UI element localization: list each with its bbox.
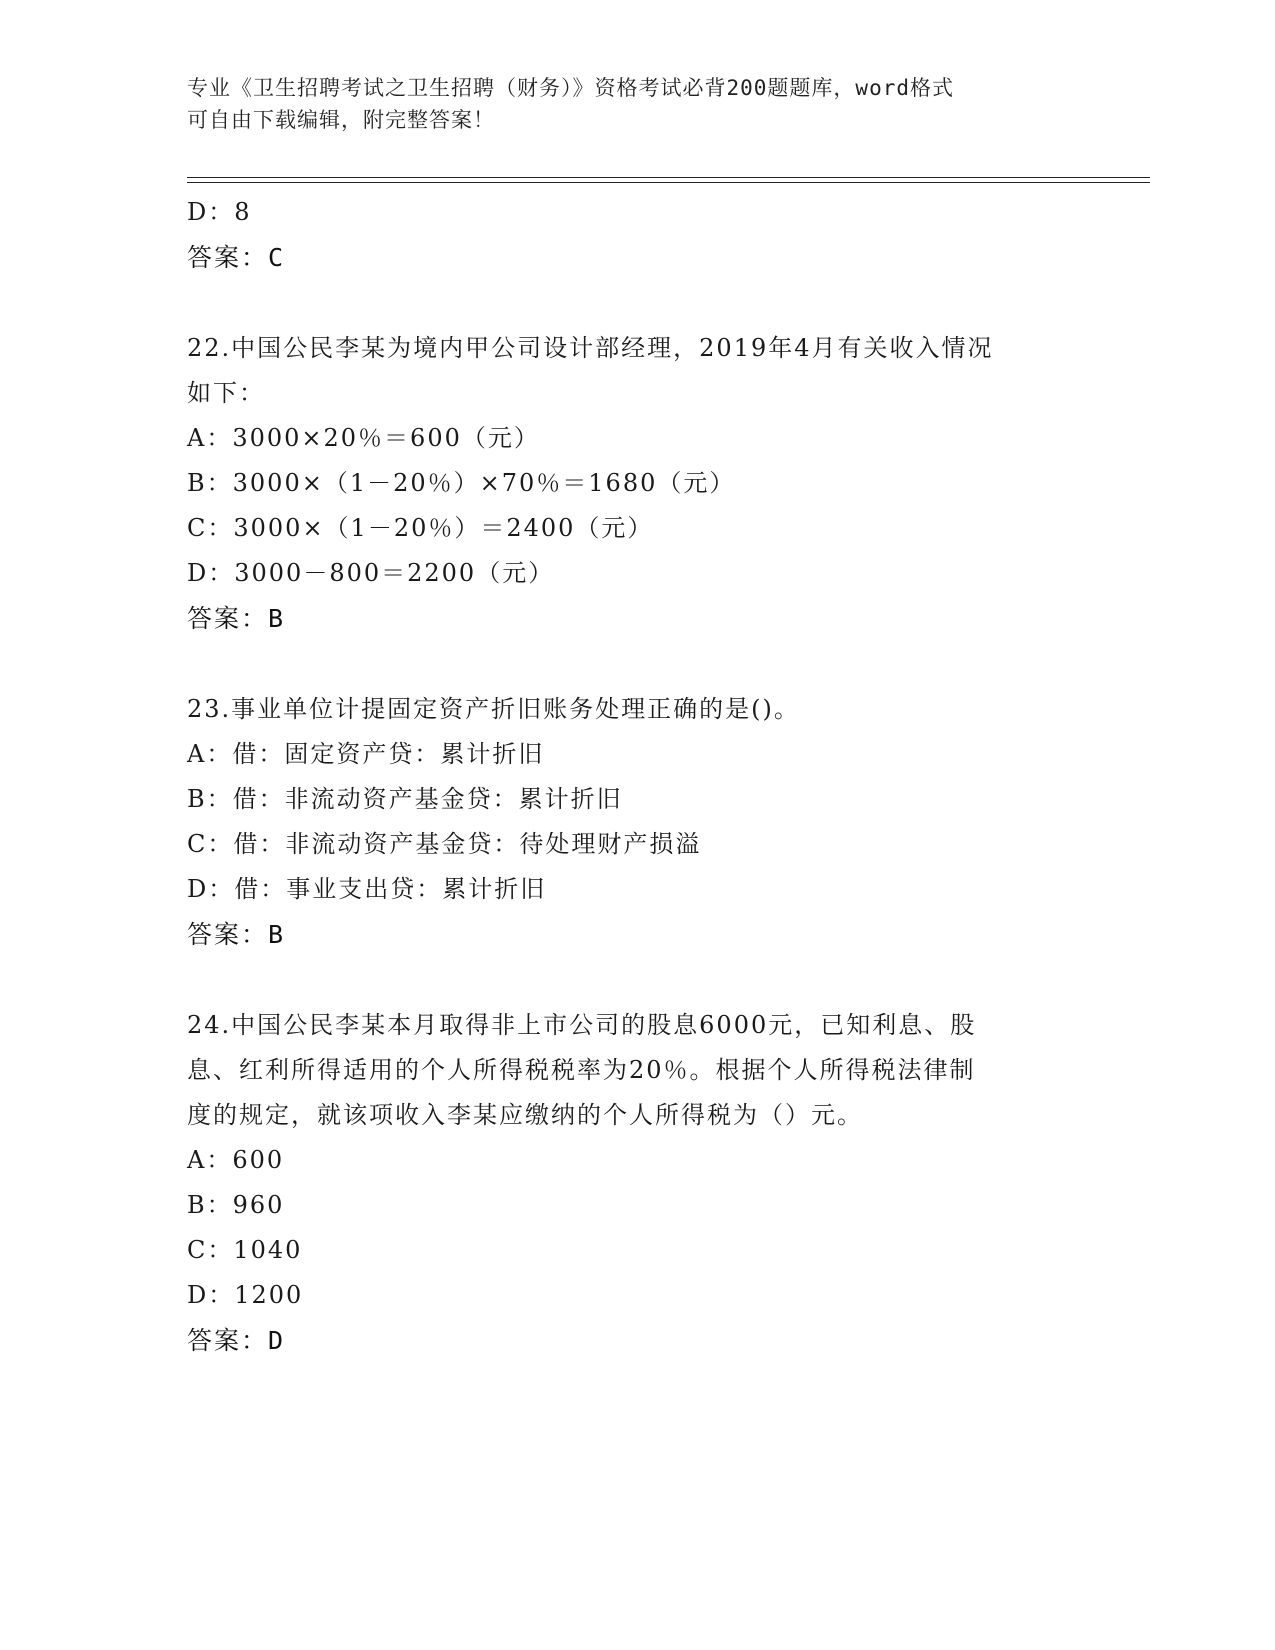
answer-label: 答案： bbox=[187, 920, 269, 949]
option-a: A：600 bbox=[187, 1146, 285, 1174]
option-d: D：借：事业支出贷：累计折旧 bbox=[187, 875, 547, 903]
answer-value: B bbox=[268, 920, 286, 949]
question-stem-line: 24.中国公民李某本月取得非上市公司的股息6000元，已知利息、股 bbox=[187, 1011, 977, 1039]
question-stem-line: 度的规定，就该项收入李某应缴纳的个人所得税为（）元。 bbox=[187, 1101, 863, 1129]
option-d: D：3000－800＝2200（元） bbox=[187, 559, 555, 587]
question-stem-line: 如下： bbox=[187, 379, 265, 407]
option-c: C：1040 bbox=[187, 1236, 303, 1264]
question-23 bbox=[187, 687, 1087, 957]
answer-label: 答案： bbox=[187, 604, 269, 633]
answer-line bbox=[187, 235, 1087, 280]
answer-value: C bbox=[268, 243, 286, 272]
answer-label: 答案： bbox=[187, 1326, 269, 1355]
header-divider-top bbox=[187, 177, 1150, 178]
header-title-line-1: 专业《卫生招聘考试之卫生招聘（财务）》资格考试必背200题题库，word格式 bbox=[187, 76, 954, 100]
option-b: B：960 bbox=[187, 1191, 285, 1219]
question-24 bbox=[187, 1003, 1087, 1363]
option-d: D：8 bbox=[187, 198, 252, 226]
option-a: A：借：固定资产贷：累计折旧 bbox=[187, 740, 545, 768]
option-c: C：借：非流动资产基金贷：待处理财产损溢 bbox=[187, 830, 702, 858]
spacer bbox=[187, 280, 1087, 326]
header-title-line-2: 可自由下载编辑，附完整答案！ bbox=[187, 108, 495, 132]
question-stem-line: 23.事业单位计提固定资产折旧账务处理正确的是()。 bbox=[187, 695, 800, 723]
option-d: D：1200 bbox=[187, 1281, 304, 1309]
question-stem-line: 息、红利所得适用的个人所得税税率为20％。根据个人所得税法律制 bbox=[187, 1056, 976, 1084]
document-header bbox=[187, 72, 1067, 136]
header-divider-bottom bbox=[187, 182, 1150, 183]
answer-line bbox=[187, 596, 1087, 641]
option-c: C：3000×（1－20％）＝2400（元） bbox=[187, 514, 654, 542]
question-21-tail bbox=[187, 190, 1087, 280]
question-22 bbox=[187, 326, 1087, 641]
option-b: B：借：非流动资产基金贷：累计折旧 bbox=[187, 785, 623, 813]
answer-value: D bbox=[268, 1326, 286, 1355]
spacer bbox=[187, 957, 1087, 1003]
answer-line bbox=[187, 1318, 1087, 1363]
spacer bbox=[187, 641, 1087, 687]
question-list bbox=[187, 190, 1087, 1363]
question-stem-line: 22.中国公民李某为境内甲公司设计部经理，2019年4月有关收入情况 bbox=[187, 334, 994, 362]
option-a: A：3000×20％＝600（元） bbox=[187, 424, 540, 452]
answer-value: B bbox=[268, 604, 286, 633]
answer-label: 答案： bbox=[187, 243, 269, 272]
option-b: B：3000×（1－20％）×70％＝1680（元） bbox=[187, 469, 736, 497]
answer-line bbox=[187, 912, 1087, 957]
